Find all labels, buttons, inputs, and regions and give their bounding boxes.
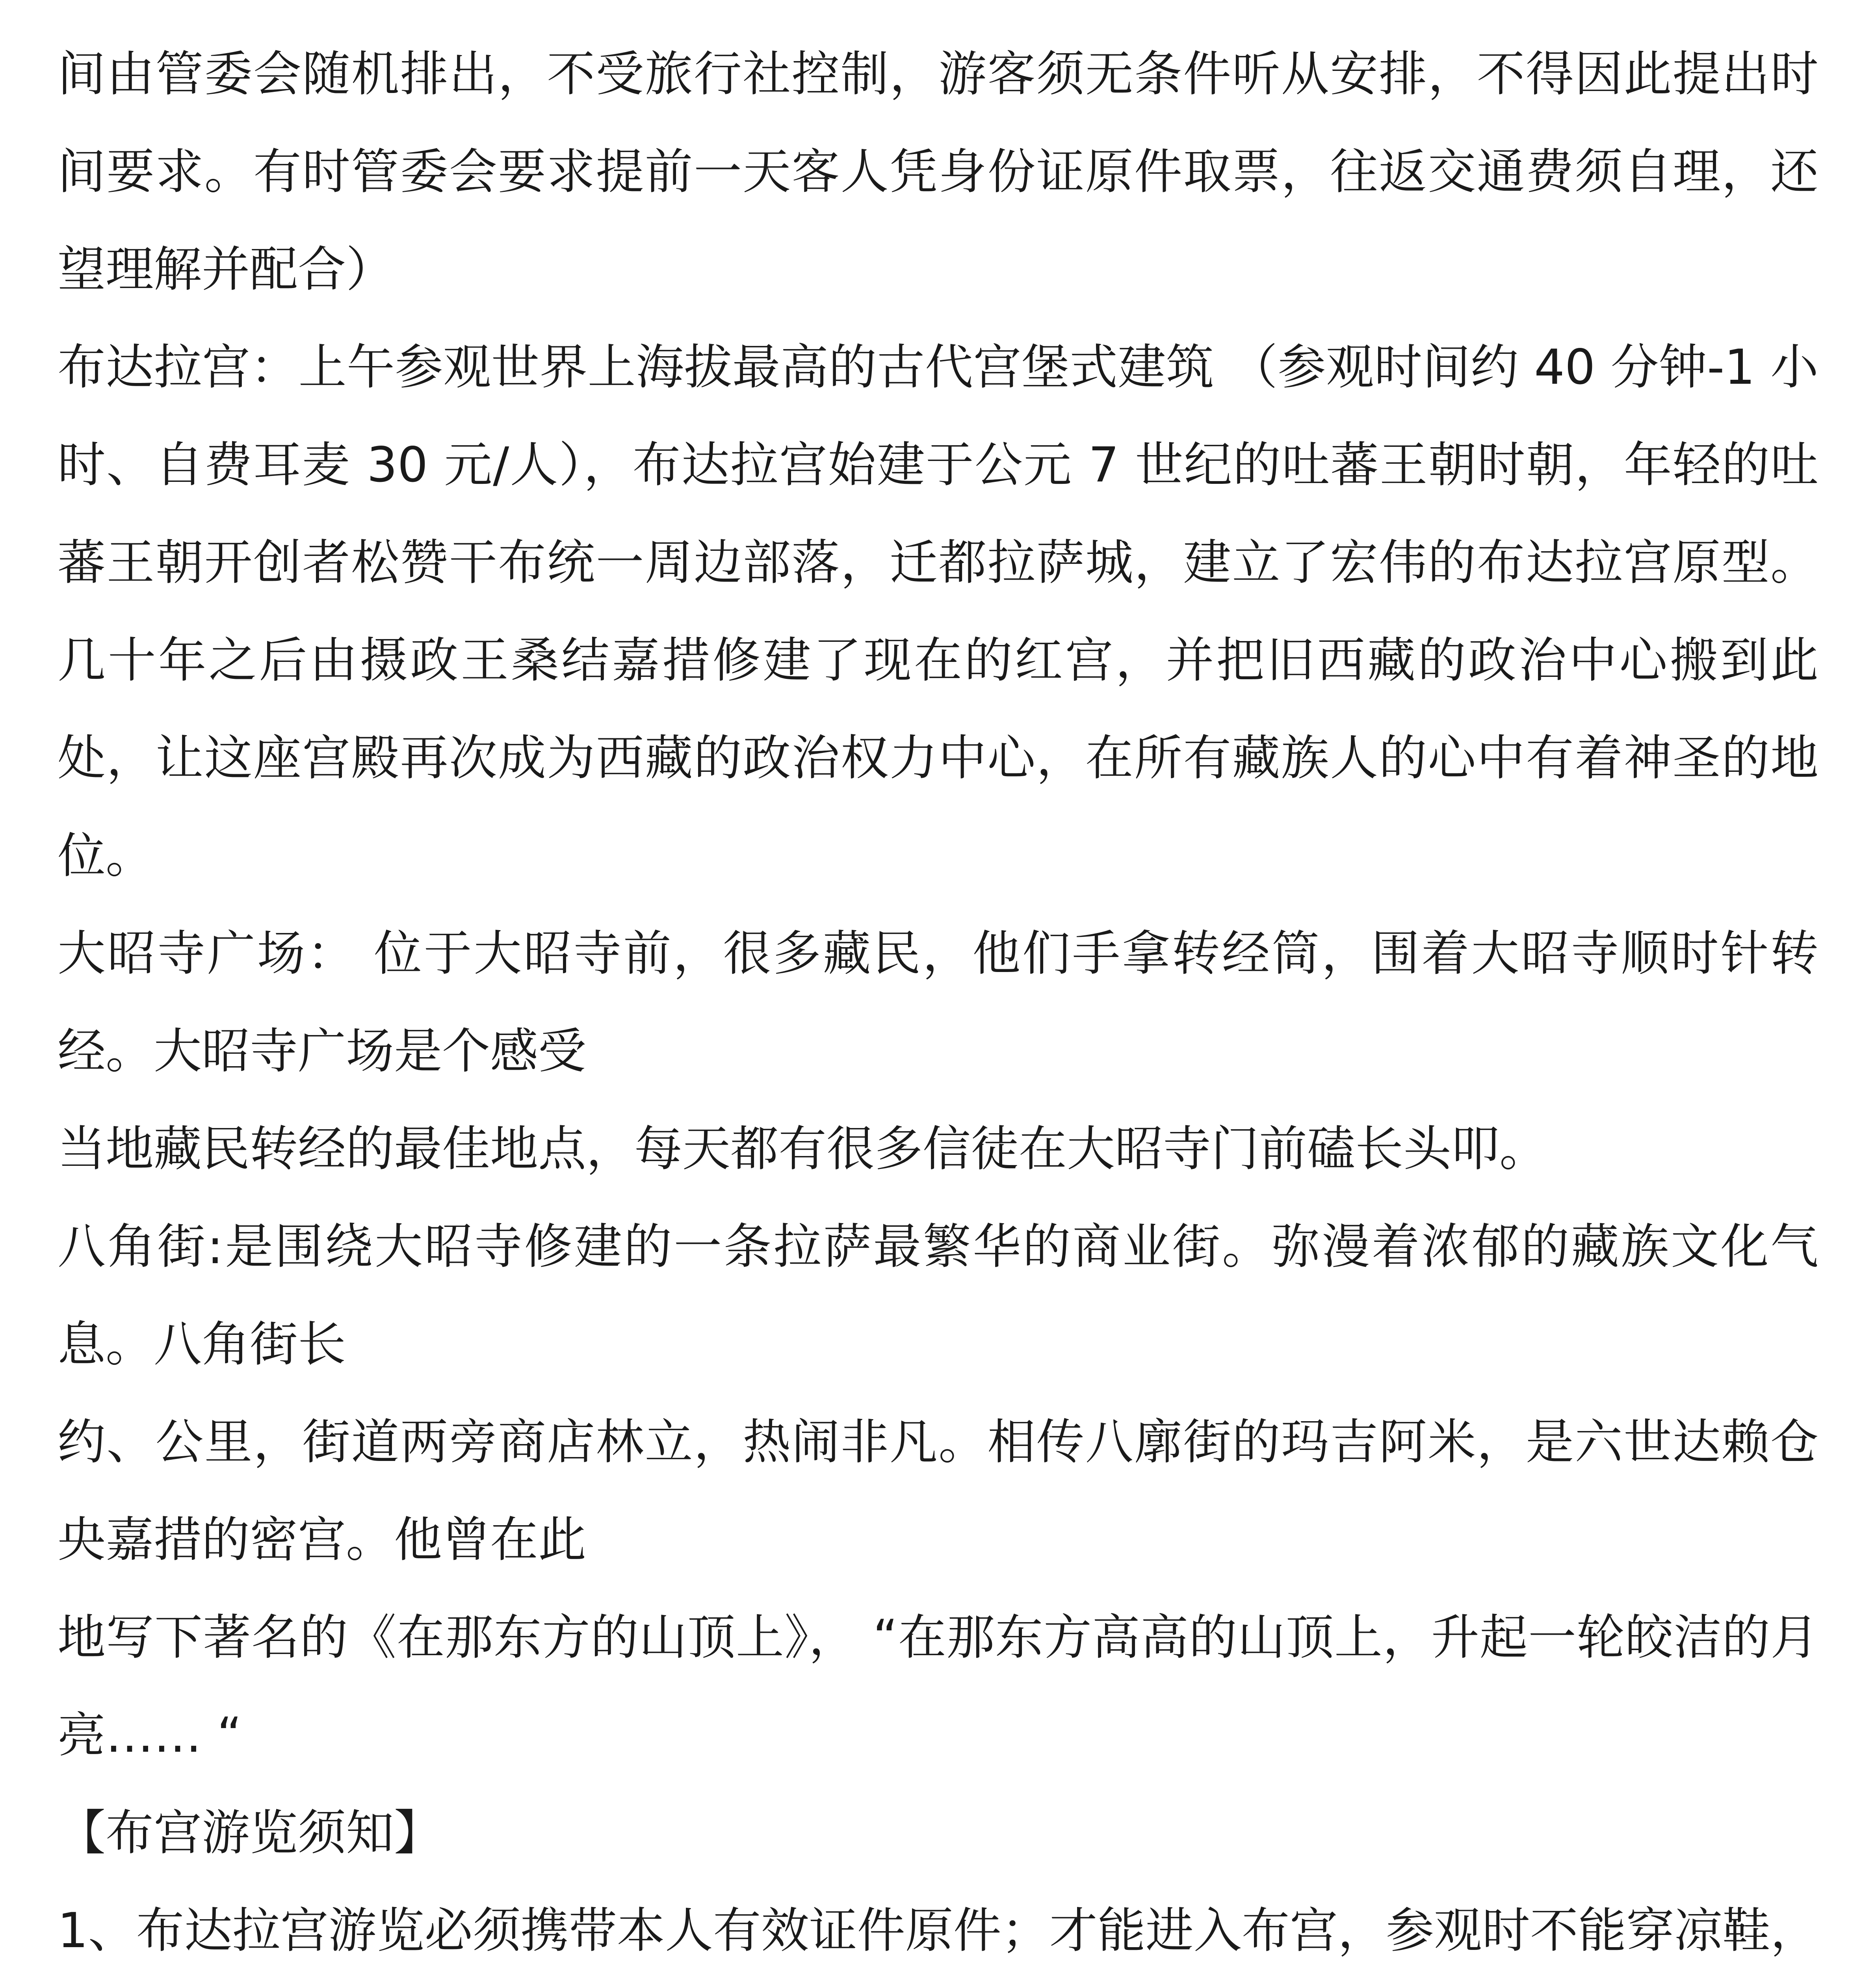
notice-item-1: 1、布达拉宫游览必须携带本人有效证件原件；才能进入布宫，参观时不能穿凉鞋，	[58, 1903, 1818, 1959]
paragraph-jokhang-square: 大昭寺广场： 位于大昭寺前，很多藏民，他们手拿转经筒，围着大昭寺顺时针转经。大昭寺广场是个感受	[58, 926, 1818, 1079]
paragraph-jokhang-square-cont: 当地藏民转经的最佳地点，每天都有很多信徒在大昭寺门前磕长头叩。	[58, 1121, 1547, 1177]
paragraph-barkhor-street-cont: 约、公里，街道两旁商店林立，热闹非凡。相传八廓街的玛吉阿米，是六世达赖仓央嘉措的密宫。他曾在此	[58, 1414, 1818, 1568]
paragraph-barkhor-street: 八角街:是围绕大昭寺修建的一条拉萨最繁华的商业街。弥漫着浓郁的藏族文化气息。八角街长	[58, 1219, 1818, 1372]
paragraph-potala-palace: 布达拉宫：上午参观世界上海拔最高的古代宫堡式建筑 （参观时间约 40 分钟-1 小时、自费耳麦 30 元/人），布达拉宫始建于公元 7 世纪的吐蕃王朝时朝，年轻的吐蕃王朝开创者松赞干布统一周边部落，迁都拉萨城，建立了宏伟的布达拉宫原型。几十年之后由摄政王桑结嘉措修建了现在的红宫，并把旧西藏的政治中心搬到此处，让这座宫殿再次成为西藏的政治权力中心，在所有藏族人的心中有着神圣的地位。	[58, 339, 1818, 884]
paragraph-barkhor-poem: 地写下著名的《在那东方的山顶上》， “在那东方高高的山顶上，升起一轮皎洁的月亮…… “	[58, 1609, 1818, 1763]
paragraph-pass-rules: 间由管委会随机排出，不受旅行社控制，游客须无条件听从安排，不得因此提出时间要求。有时管委会要求提前一天客人凭身份证原件取票，往返交通费须自理，还望理解并配合）	[58, 46, 1818, 297]
section-heading-visit-notice: 【布宫游览须知】	[58, 1805, 442, 1861]
document-page	[58, 25, 1818, 1970]
